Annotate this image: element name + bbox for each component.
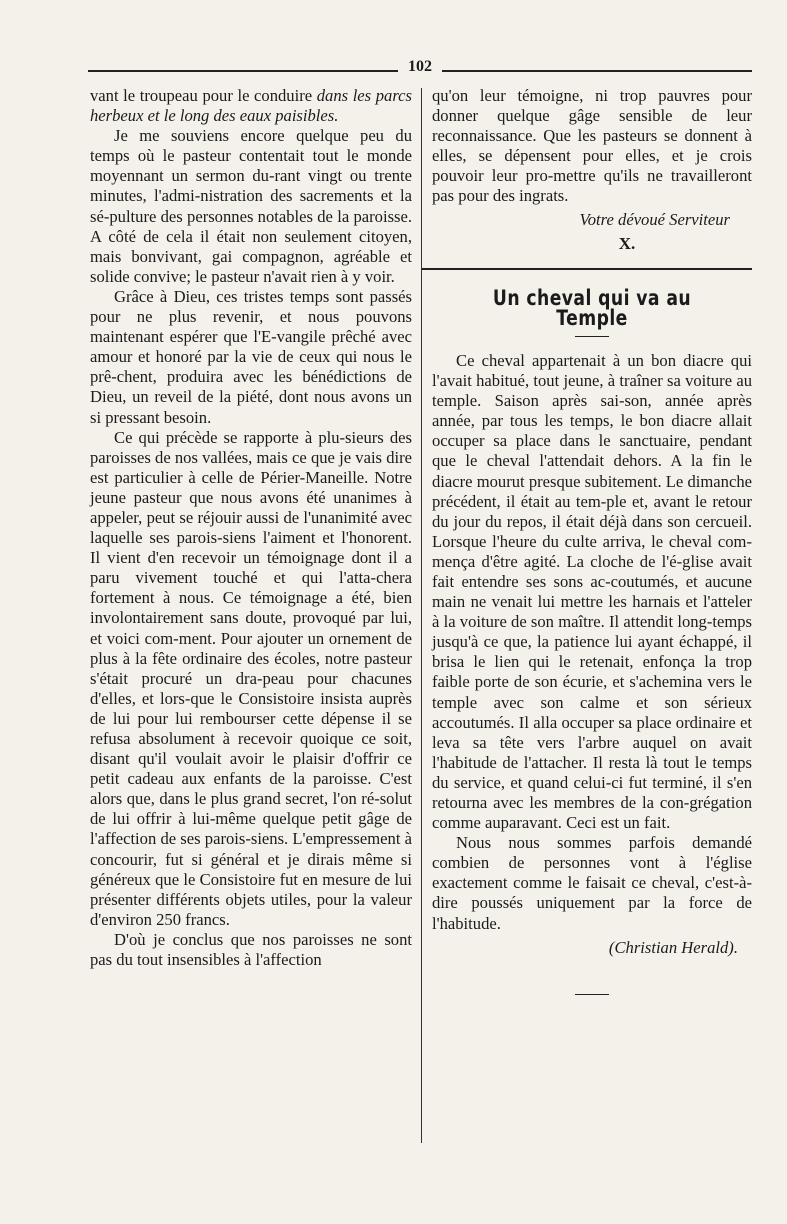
article-paragraph-1: Ce cheval appartenait à un bon diacre qui l'avait habitué, tout jeune, à traîner sa voiture au temple. Saison après sai-son, année après année, par tous les temps, le bon diacre allait occuper sa place dans le sanctuaire, pendant que le cheval l'attendait dehors. A la fin le diacre mourut presque subitement. Le dimanche précédent, il était au tem-ple et, avant le retour du jour du repos, il était déjà dans son cercueil. Lorsque l'heure du culte arriva, le cheval com-mença d'être agité. La cloche de l'é-glise avait fait entendre ses sons ac-coutumés, et aucune main ne venait lui mettre les harnais et l'atteler à la voiture de son maître. Il attendit long-temps jusqu'à ce que, la patience lui ayant échappé, il brisa le lien qui le retenait, enfonça la trop faible porte de son écurie, et s'achemina vers le temple avec son calme et son sérieux accoutumés. Il alla occuper sa place ordinaire et leva sa tête vers l'arbre auquel on avait l'habitude de l'attacher. Il resta là tout le temps du service, et quand celui-ci fut terminé, il s'en retourna avec les membres de la con-grégation comme auparavant. Ceci est un fait. xyxy=(432,350,752,833)
page-header xyxy=(88,58,752,82)
column-divider xyxy=(421,88,422,1143)
article-title: Un cheval qui va au Temple xyxy=(492,285,692,330)
header-rule-right xyxy=(442,70,752,72)
left-paragraph-5: D'où je conclus que nos paroisses ne sont pas du tout insensibles à l'affection xyxy=(90,929,412,970)
article-source: (Christian Herald). xyxy=(608,937,738,957)
left-paragraph-1 xyxy=(90,86,412,126)
header-rule-left xyxy=(88,70,398,72)
section-separator xyxy=(422,268,752,270)
left-paragraph-3: Grâce à Dieu, ces tristes temps sont passés pour ne plus revenir, et nous pouvons maintenant espérer que l'E-vangile prêché avec amour et honoré par la vie de ceux qui nous le prê-chent, produira avec les bénédictions de Dieu, un reveil de la piété, dont nous avons un si pressant besoin. xyxy=(90,286,412,427)
left-paragraph-4: Ce qui précède se rapporte à plu-sieurs des paroisses de nos vallées, mais ce que je vais dire est particulier à celle de Périer-Maneille. Notre jeune pasteur que nous avons été unanimes à appeler, peut se réjouir aussi de l'unanimité avec laquelle ses parois-siens l'aiment et l'honorent. Il vient d'en recevoir un témoignage dont il a paru vivement touché et qui l'atta-chera fortement à nous. Ce témoignage a été, bien involontairement sans doute, provoqué par lui, et voici com-ment. Pour ajouter un ornement de plus à la fête ordinaire des écoles, notre pasteur s'était procuré un dra-peau pour chacunes d'elles, et lors-que le Consistoire insista auprès de lui pour lui rembourser cette dépense il se refusa absolument à recevoir quoique ce soit, disant qu'il voulait avoir le plaisir d'offrir ce petit cadeau aux enfants de la paroisse. C'est alors que, dans le plus grand secret, l'on ré-solut de lui offrir à lui-même quelque petit gâge de l'affection de ses parois-siens. L'empressement à concourir, fut si général et je dirais même si généreux que le Consistoire fut en mesure de lui présenter différents objets utiles, pour la valeur d'environ 250 francs. xyxy=(90,427,412,929)
right-column xyxy=(432,86,752,995)
page-number: 102 xyxy=(408,58,432,75)
letter-signature-initial: X. xyxy=(618,233,636,253)
letter-signature: Votre dévoué Serviteur xyxy=(579,209,730,229)
left-paragraph-2: Je me souviens encore quelque peu du temps où le pasteur contentait tout le monde moyennant un sermon du-rant vingt ou trente minutes, l'admi-nistration des sacrements et la sé-pulture des personnes notables de la paroisse. A côté de cela il était non seulement citoyen, mais bonvivant, gai compagnon, agréable et solide convive; le pasteur n'avait rien à y voir. xyxy=(90,126,412,286)
title-dash xyxy=(575,336,609,337)
article-paragraph-2: Nous nous sommes parfois demandé combien de personnes vont à l'église exactement comme le faisait ce cheval, c'est-à-dire poussés uniquement par la force de l'habitude. xyxy=(432,833,752,933)
left-paragraph-1-text: vant le troupeau pour le conduire xyxy=(90,86,317,105)
left-column xyxy=(90,86,412,970)
right-paragraph-1: qu'on leur témoigne, ni trop pauvres pour donner quelque gâge sensible de leur reconnaissance. Que les pasteurs se donnent à elles, se dépensent pour elles, et je crois pouvoir leur pro-mettre qu'ils ne travailleront pas pour des ingrats. xyxy=(432,86,752,206)
left-paragraph-1-italic: dans les parcs herbeux et le long des eaux paisibles. xyxy=(90,86,413,126)
end-dash xyxy=(575,994,609,995)
